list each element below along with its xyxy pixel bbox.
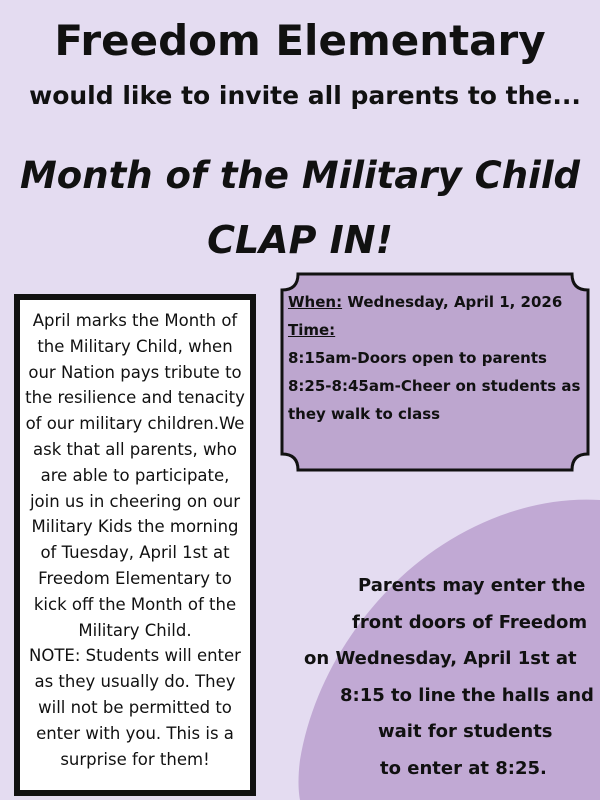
event-details-text [288, 288, 588, 428]
entry-info-line: on Wednesday, April 1st at [304, 648, 577, 669]
description-box [14, 294, 256, 796]
entry-info-line: Parents may enter the [358, 575, 586, 596]
entry-info-line: 8:15 to line the halls and [340, 684, 594, 706]
when-label: When: [288, 293, 343, 311]
entry-info-text [300, 568, 600, 787]
when-row [288, 288, 588, 316]
event-title-line1: Month of the Military Child [19, 154, 580, 197]
description-note: NOTE: Students will enter as they usually do. They will not be permitted to enter with you. This is a surprise for them! [29, 646, 241, 769]
entry-info-line: front doors of Freedom [352, 611, 588, 633]
time-label: Time: [288, 321, 336, 339]
time-row [288, 316, 588, 344]
schedule-item: 8:25-8:45am-Cheer on students as [288, 377, 581, 395]
invite-subtitle: would like to invite all parents to the... [29, 81, 581, 110]
school-name-title: Freedom Elementary [54, 16, 546, 65]
description-paragraph: April marks the Month of the Military Child, when our Nation pays tribute to the resilience and tenacity of our military children.We ask that all parents, who are able to participate, join us in cheering on our Military Kids the morning of Tuesday, April 1st at Freedom Elementary to kick off the Month of the Military Child. [25, 311, 245, 640]
schedule-item: 8:15am-Doors open to parents [288, 349, 547, 367]
when-value: Wednesday, April 1, 2026 [347, 293, 563, 311]
event-title-line2: CLAP IN! [207, 218, 393, 262]
event-details-box [280, 272, 590, 472]
entry-info-line: wait for students [378, 721, 553, 742]
entry-info-line: to enter at 8:25. [380, 757, 547, 779]
schedule-item: they walk to class [288, 405, 441, 423]
